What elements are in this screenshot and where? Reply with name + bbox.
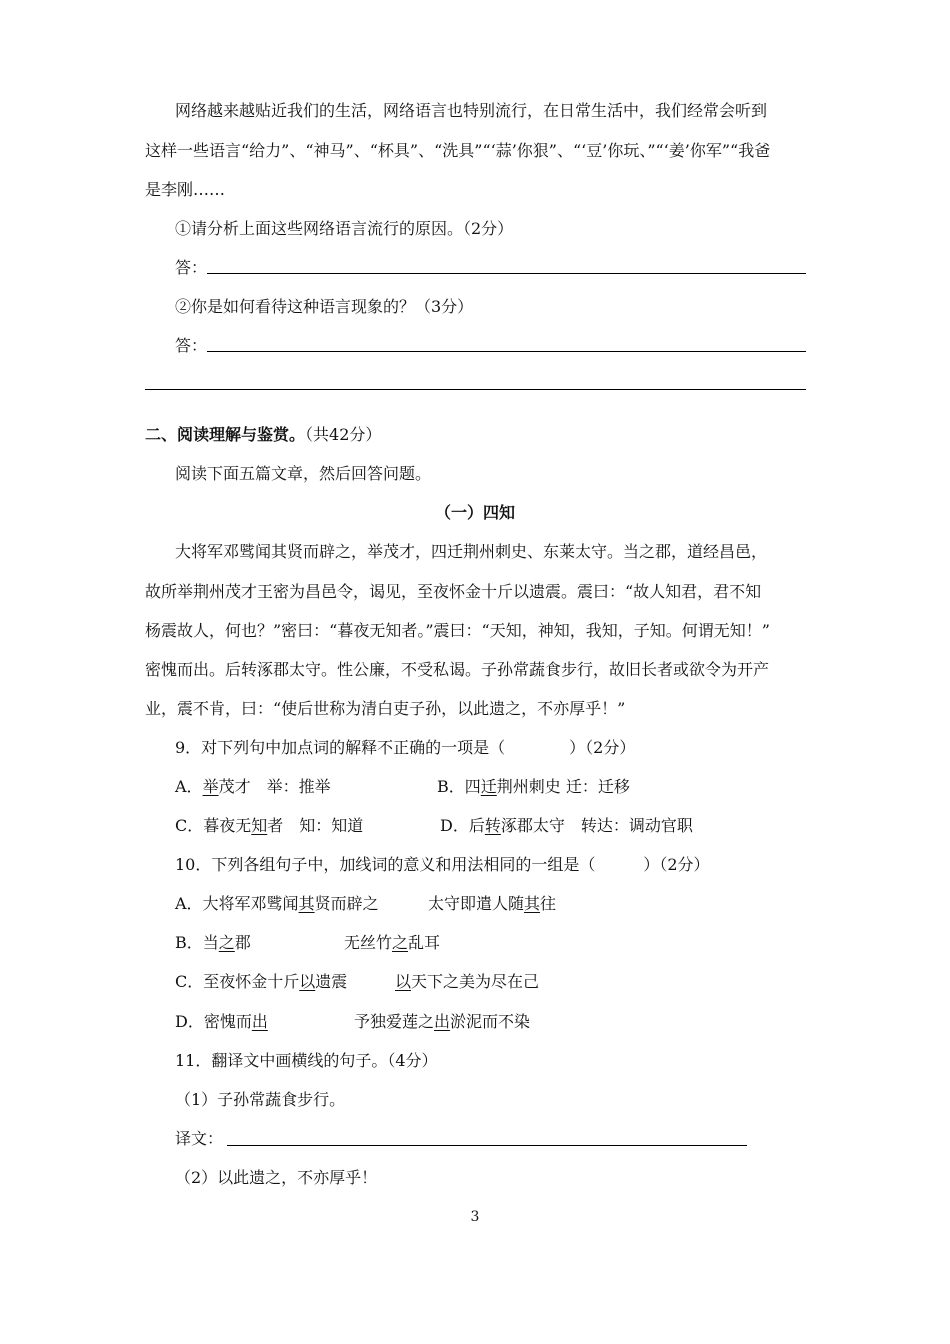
q9-c-marked-word: 知 [251, 816, 268, 835]
question-11: 11．翻译文中画横线的句子。（4分） [175, 1051, 438, 1070]
q10-a1-marked-word: 其 [298, 894, 315, 913]
q9-option-b [437, 777, 630, 797]
q10-d1-prefix: D．密愧而 [175, 1012, 252, 1031]
q9-d-marked-word: 转 [484, 816, 501, 835]
q10-b2-prefix: 无丝竹 [344, 933, 393, 952]
q11-sentence-1: （1）子孙常蔬食步行。 [175, 1090, 346, 1109]
section-2-instruction: 阅读下面五篇文章，然后回答问题。 [175, 464, 432, 483]
answer-line-3[interactable] [145, 389, 806, 390]
q9-d-suffix: 涿郡太守 转达：调动官职 [500, 816, 693, 835]
article-1-line-4: 密愧而出。后转涿郡太守。性公廉，不受私谒。子孙常蔬食步行，故旧长者或欲令为开产 [145, 660, 770, 679]
q10-option-c-first [175, 972, 347, 992]
answer-line-1[interactable] [207, 273, 806, 274]
q10-d2-suffix: 淤泥而不染 [450, 1012, 531, 1031]
article-1-line-5: 业，震不肯，曰：“使后世称为清白吏子孙，以此遗之，不亦厚乎！” [145, 699, 626, 718]
q10-c1-prefix: C．至夜怀金十斤 [175, 972, 300, 991]
question-10: 10．下列各组句子中，加线词的意义和用法相同的一组是（ ）（2分） [175, 855, 710, 874]
q10-a2-marked-word: 其 [524, 894, 541, 913]
q10-a1-suffix: 贤而辟之 [314, 894, 379, 913]
q9-c-prefix: C．暮夜无 [175, 816, 252, 835]
q9-b-suffix: 荆州刺史 迁：迁移 [496, 777, 630, 796]
q9-d-prefix: D．后 [440, 816, 485, 835]
section-2-title: 二、阅读理解与鉴赏。 [145, 425, 306, 444]
question-1: ①请分析上面这些网络语言流行的原因。（2分） [175, 219, 514, 238]
q10-option-b-second [344, 933, 440, 953]
article-1-title: （一）四知 [434, 503, 515, 522]
article-1-line-1: 大将军邓骘闻其贤而辟之，举茂才，四迁荆州刺史、东莱太守。当之郡，道经昌邑， [175, 542, 768, 561]
q9-b-prefix: B．四 [437, 777, 481, 796]
q10-d2-prefix: 予独爱莲之 [354, 1012, 435, 1031]
intro-line-1: 网络越来越贴近我们的生活，网络语言也特别流行，在日常生活中，我们经常会听到 [175, 101, 768, 120]
q10-b1-marked-word: 之 [218, 933, 235, 952]
q9-a-marked-word: 举 [202, 777, 219, 796]
q10-a2-suffix: 往 [540, 894, 557, 913]
q9-option-d [440, 816, 693, 836]
q10-a2-prefix: 太守即遣人随 [428, 894, 525, 913]
question-9: 9．对下列句中加点词的解释不正确的一项是（ ）（2分） [175, 738, 636, 757]
q10-d1-marked-word: 出 [251, 1012, 268, 1031]
q9-a-suffix: 茂才 举：推举 [218, 777, 331, 796]
q10-b1-suffix: 郡 [234, 933, 251, 952]
q9-c-suffix: 者 知：知道 [267, 816, 364, 835]
q10-option-b-first [175, 933, 251, 953]
intro-line-2: 这样一些语言“给力”、“神马”、“杯具”、“洗具”“‘蒜’你狠”、“‘豆’你玩、”“‘姜’你军”“我爸 [145, 141, 771, 160]
article-1-line-2: 故所举荆州茂才王密为昌邑令，谒见，至夜怀金十斤以遗震。震曰：“故人知君，君不知 [145, 582, 762, 601]
q9-b-marked-word: 迁 [480, 777, 497, 796]
answer-label-2: 答： [175, 336, 208, 355]
q10-option-d-first [175, 1012, 268, 1032]
q10-c1-marked-word: 以 [299, 972, 316, 991]
article-1-line-3: 杨震故人，何也？”密曰：“暮夜无知者。”震曰：“天知，神知，我知，子知。何谓无知！” [145, 621, 770, 640]
q10-c2-marked-word: 以 [395, 972, 412, 991]
answer-label-1: 答： [175, 258, 208, 277]
q10-d2-marked-word: 出 [434, 1012, 451, 1031]
q9-a-prefix: A． [175, 777, 203, 796]
section-2-heading [145, 425, 381, 445]
q9-option-c [175, 816, 363, 836]
q10-c2-suffix: 天下之美为尽在己 [411, 972, 540, 991]
q10-b1-prefix: B．当 [175, 933, 219, 952]
page-number: 3 [470, 1209, 480, 1225]
question-2: ②你是如何看待这种语言现象的？（3分） [175, 297, 474, 316]
q10-a1-prefix: A．大将军邓骘闻 [175, 894, 299, 913]
translation-answer-line[interactable] [227, 1145, 747, 1146]
q10-b2-marked-word: 之 [392, 933, 409, 952]
section-2-score: （共42分） [305, 425, 382, 444]
q10-b2-suffix: 乱耳 [408, 933, 441, 952]
answer-line-2[interactable] [207, 351, 806, 352]
q10-option-a-second [428, 894, 556, 914]
q11-sentence-2: （2）以此遗之，不亦厚乎！ [175, 1168, 378, 1187]
translation-label: 译文： [175, 1129, 224, 1148]
intro-line-3: 是李刚…… [145, 180, 226, 199]
q10-c1-suffix: 遗震 [315, 972, 348, 991]
q10-option-d-second [354, 1012, 530, 1032]
q10-option-a-first [175, 894, 379, 914]
q9-option-a [175, 777, 331, 797]
q10-option-c-second [395, 972, 539, 992]
